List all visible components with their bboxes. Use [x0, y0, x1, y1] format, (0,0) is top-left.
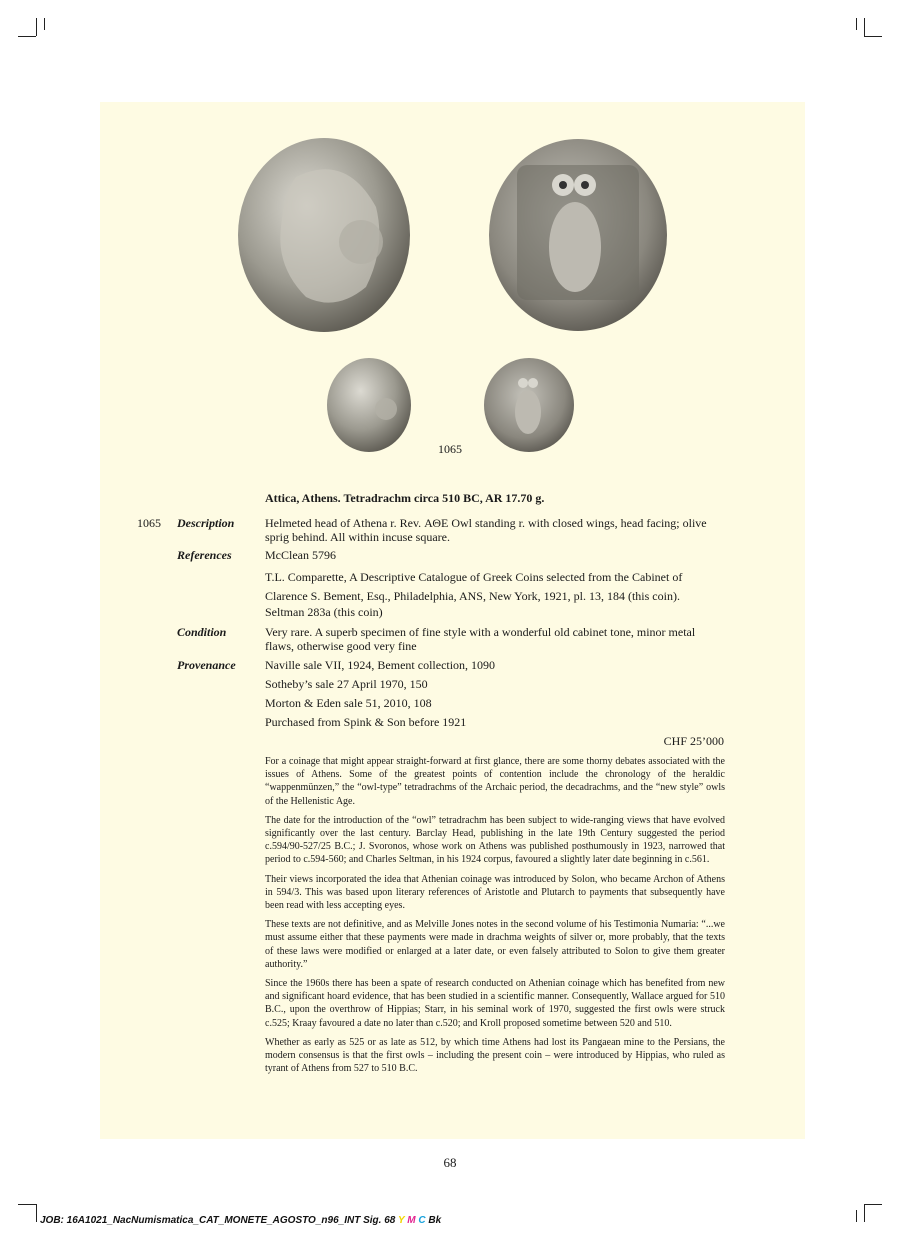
yellow-plate-mark: Y: [397, 1215, 405, 1226]
page-number: 68: [443, 1155, 457, 1170]
magenta-plate-mark: M: [407, 1215, 416, 1226]
crop-mark: [864, 1204, 882, 1205]
provenance-label: Provenance: [177, 658, 236, 672]
essay-paragraph: For a coinage that might appear straight-forward at first glance, there are some thorny debates associated with the issues of Athens. Some of the greatest points of contention include the chronology of the heraldic “wappenmünzen,” the “owl-type” tetradrachms of the Archaic period, the decadrachms, and the “new style” owls of the Hellenistic Age.: [265, 756, 725, 807]
lot-number: 1065: [137, 516, 161, 530]
essay: [265, 755, 725, 1081]
crop-mark: [864, 18, 865, 36]
crop-mark: [856, 1210, 857, 1222]
crop-mark: [36, 1204, 37, 1222]
description-label: Description: [177, 516, 235, 530]
coin-obverse-image: [236, 137, 413, 334]
essay-paragraph: The date for the introduction of the “owl” tetradrachm has been subject to wide-ranging views that have evolved significantly over the last century. Barclay Head, publishing in the late 19th Century suggested the period c.594/90-527/25 B.C.; J. Svoronos, whose work on Athens was published posthumously in 1923, narrowed that period to c.594-560; and Charles Seltman, in his 1924 corpus, favoured a slightly later date beginning in c.561.: [265, 814, 725, 866]
black-plate-mark: Bk: [428, 1215, 442, 1226]
price-estimate: CHF 25’000: [663, 734, 724, 748]
lot-number-caption: 1065: [438, 442, 462, 456]
references-label: References: [177, 548, 232, 562]
description-text: Helmeted head of Athena r. Rev. ΑΘΕ Owl standing r. with closed wings, head facing; olive sprig behind. All within incuse square.: [265, 516, 707, 544]
provenance-item: Purchased from Spink & Son before 1921: [265, 715, 467, 729]
crop-mark: [856, 18, 857, 30]
provenance-item: Morton & Eden sale 51, 2010, 108: [265, 696, 432, 710]
condition-text: Very rare. A superb specimen of fine style with a wonderful old cabinet tone, minor metal flaws, otherwise good very fine: [265, 625, 696, 653]
essay-paragraph: These texts are not definitive, and as Melville Jones notes in the second volume of his Testimonia Numaria: “...we must assume either that these payments were made in drachma weights of silver or, more probably, that the texts of these laws were modified or enlarged at a later date, or even falsely attributed to Solon to give them greater authority.”: [265, 919, 725, 970]
reference-item: T.L. Comparette, A Descriptive Catalogue of Greek Coins selected from the Cabinet of Clarence S. Bement, Esq., Philadelphia, ANS, New York, 1921, pl. 13, 184 (this coin).: [265, 570, 683, 603]
cyan-plate-mark: C: [418, 1215, 426, 1226]
crop-mark: [18, 36, 36, 37]
crop-mark: [18, 1204, 36, 1205]
reference-item: McClean 5796: [265, 548, 336, 562]
essay-paragraph: Since the 1960s there has been a spate of research conducted on Athenian coinage which has benefited from new and significant hoard evidence, that has been studied in a scientific manner. Consequently, Wallace argued for 510 B.C., upon the overthrow of Hippias; Starr, in his seminal work of 1970, suggested the first owls were struck c.525; Kraay favoured a date no later than c.520; and Kroll proposed sometime between 520 and 510.: [265, 978, 725, 1029]
coin-obverse-actual-size: [326, 357, 413, 454]
essay-paragraph: Whether as early as 525 or as late as 512, by which time Athens had lost its Pangaean mine to the Persians, the modern consensus is that the first owls – including the present coin – were introduced by Hippias, who ruled as tyrant of Athens from 527 to 510 B.C.: [265, 1036, 725, 1075]
crop-mark: [864, 1204, 865, 1222]
crop-mark: [864, 36, 882, 37]
crop-mark: [44, 18, 45, 30]
essay-paragraph: Their views incorporated the idea that Athenian coinage was introduced by Solon, who became Archon of Athens in 594/3. This was based upon literary references of Aristotle and Plutarch to payments that subsequently have been read with less accepting eyes.: [265, 873, 725, 912]
lot-title: Attica, Athens. Tetradrachm circa 510 BC, AR 17.70 g.: [265, 491, 545, 505]
reference-item: Seltman 283a (this coin): [265, 605, 383, 619]
crop-mark: [36, 18, 37, 36]
coin-reverse-image: [487, 137, 669, 333]
print-job-slug: [40, 1215, 441, 1226]
provenance-item: Naville sale VII, 1924, Bement collection, 1090: [265, 658, 496, 672]
provenance-item: Sotheby’s sale 27 April 1970, 150: [265, 677, 428, 691]
job-text: JOB: 16A1021_NacNumismatica_CAT_MONETE_AGOSTO_n96_INT Sig. 68: [40, 1215, 396, 1226]
coin-reverse-actual-size: [483, 357, 575, 454]
condition-label: Condition: [177, 625, 227, 639]
